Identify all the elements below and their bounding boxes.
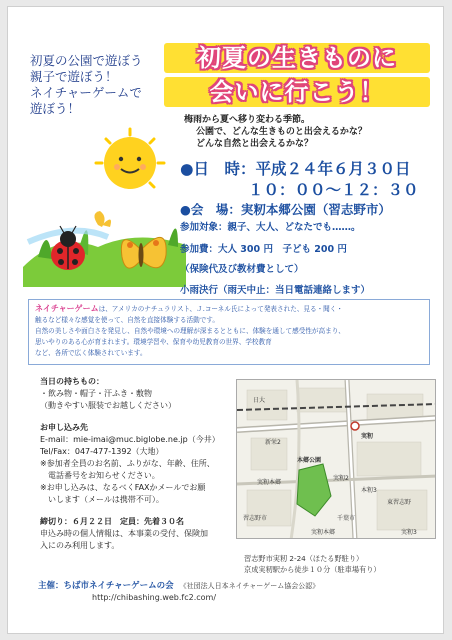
subtitle-line-2: 公園で、どんな生きものと出会えるかな？ — [196, 127, 367, 137]
address-line: 習志野市実籾 2-24（ほたる野駐り） — [244, 554, 364, 563]
bring-items: ・飲み物・帽子・汗ふき・敷物 — [40, 389, 152, 398]
subtitle — [184, 114, 367, 150]
apply-note: 電話番号をお知らせください。 — [40, 471, 160, 480]
event-rain-policy: 小雨決行（雨天中止：当日電話連絡します） — [180, 285, 371, 296]
main-title — [164, 41, 430, 107]
access-map — [236, 379, 436, 539]
apply-note: ※お申し込みは、なるべくFAXかメールでお願 — [40, 483, 206, 492]
map-graphic — [237, 380, 436, 539]
map-label: 習志野市 — [243, 515, 268, 522]
bring-note: （動きやすい服装でお越しください） — [40, 401, 176, 410]
map-label: 東習志野 — [387, 499, 412, 506]
event-target: 参加対象：親子、大人、どなたでも……。 — [180, 222, 361, 233]
sun-illustration — [96, 129, 164, 189]
flyer-page — [7, 6, 444, 634]
map-label: 実籾2 — [333, 475, 349, 482]
event-venue: ●会 場：実籾本郷公園（習志野市） — [180, 202, 391, 217]
apply-tel: Tel/Fax：047-477-1392（大地） — [40, 447, 164, 456]
organizer-line — [38, 579, 319, 591]
privacy-note: 入にのみ利用します。 — [40, 541, 120, 550]
bring-heading: 当日の持ちもの： — [40, 377, 104, 386]
nature-game-text: 思いやりのある心が育まれます。環境学習や、保育や幼児教育の世界、学校教育 — [35, 338, 272, 346]
intro-text — [30, 53, 162, 117]
map-label: 新栄2 — [265, 439, 281, 446]
nature-game-text: は、アメリカのナチュラリスト、Ｊ.コーネル氏によって発表された、見る・聞く・ — [98, 305, 343, 313]
apply-email[interactable]: E-mail：mie-imai@muc.biglobe.ne.jp（今井） — [40, 435, 220, 444]
map-label: 本籾3 — [361, 487, 377, 494]
map-caption — [244, 553, 381, 575]
intro-line: ネイチャーゲームで — [30, 85, 142, 100]
access-line: 京成実籾駅から徒歩１０分（駐車場有り） — [244, 565, 381, 574]
event-fee: 参加費：大人 300 円 子ども 200 円 — [180, 244, 347, 255]
details-column — [40, 376, 240, 552]
intro-line: 遊ぼう！ — [30, 101, 81, 116]
sun-ladybug-butterfly-illustration — [18, 127, 188, 287]
title-line-1: 初夏の生きものに — [197, 44, 397, 72]
map-label: 本郷公園 — [297, 457, 322, 464]
nature-game-title: ネイチャーゲーム — [35, 304, 99, 313]
nature-game-description — [28, 299, 430, 365]
map-label: 実籾本郷 — [257, 479, 282, 486]
map-label: 実籾本郷 — [311, 529, 336, 536]
event-date: ●日 時：平成２４年６月３０日 — [180, 160, 411, 178]
deadline-capacity: 締切り：６月２２日 定員：先着３０名 — [40, 517, 184, 526]
subtitle-line-3: どんな自然と出会えるかな？ — [196, 139, 314, 149]
intro-line: 親子で遊ぼう！ — [30, 69, 118, 84]
station-marker — [351, 422, 359, 430]
map-label: 日大 — [253, 397, 266, 404]
nature-game-text: 触るなど様々な感覚を使って、自然を直接体験する活動です。 — [35, 316, 219, 324]
apply-note: ※参加者全員のお名前、ふりがな、年齢、住所、 — [40, 459, 215, 468]
intro-line: 初夏の公園で遊ぼう — [30, 53, 143, 68]
map-label: 実籾 — [361, 433, 374, 440]
map-label: 千葉市 — [337, 515, 356, 522]
map-label: 実籾3 — [401, 529, 417, 536]
association-note: 《社団法人日本ネイチャーゲーム協会公認》 — [179, 582, 320, 590]
website-link[interactable]: http://chibashing.web.fc2.com/ — [92, 593, 217, 602]
event-time: １０：００～１２：３０ — [248, 181, 419, 199]
apply-heading: お申し込み先 — [40, 423, 88, 432]
apply-note: いします（メールは携帯不可）。 — [40, 495, 164, 504]
title-line-2: 会いに行こう！ — [209, 78, 385, 106]
privacy-note: 申込み時の個人情報は、本事業の受付、保険加 — [40, 529, 208, 538]
subtitle-line-1: 梅雨から夏へ移り変わる季節。 — [184, 115, 311, 125]
nature-game-text: 自然の美しさや面白さを発見し、自然や環境への理解が深まるとともに、体験を通して感受性が高まり、 — [35, 327, 345, 335]
organizer: 主催：ちば市ネイチャーゲームの会 — [38, 581, 174, 591]
nature-game-text: など、各所で広く体験されています。 — [35, 349, 147, 357]
event-fee-note: （保険代及び教材費として） — [180, 264, 304, 275]
